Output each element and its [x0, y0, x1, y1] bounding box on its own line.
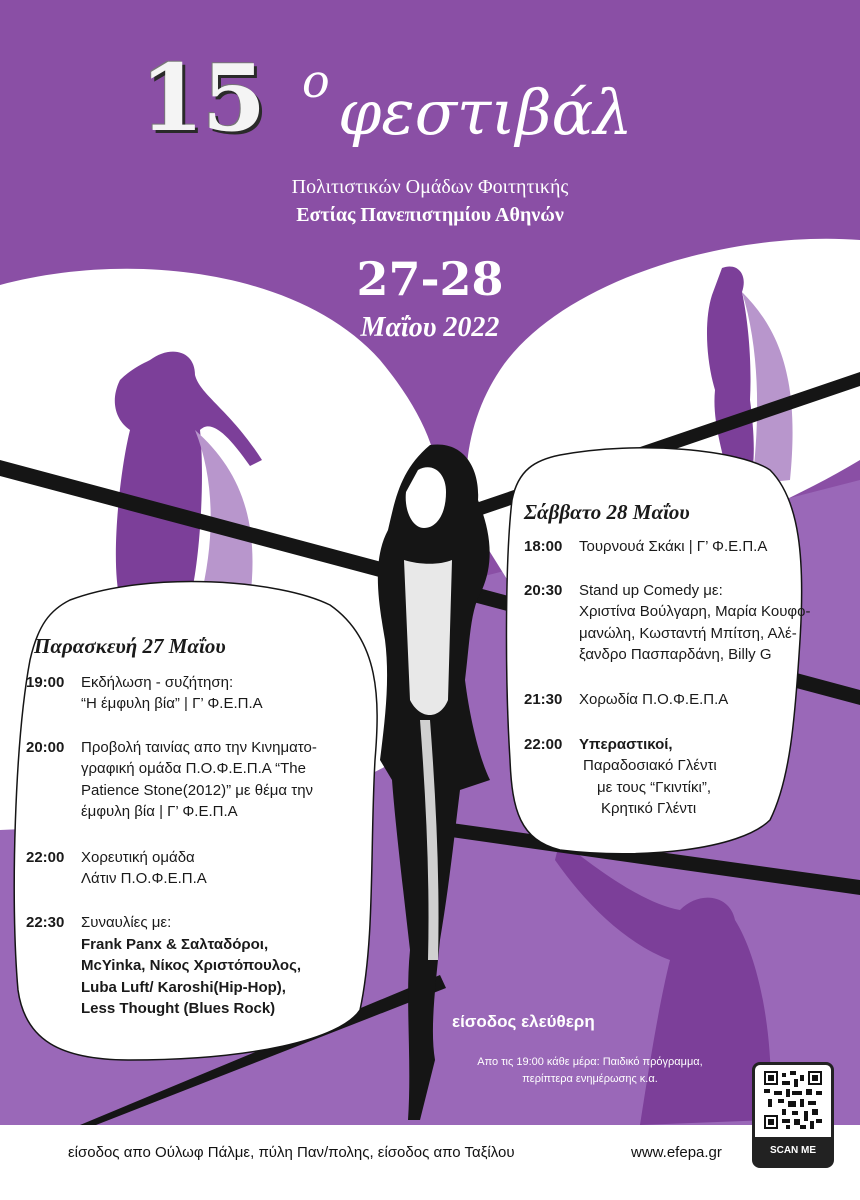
event-time: 22:00 [26, 849, 65, 866]
saturday-title: Σάββατο 28 Μαΐου [524, 500, 690, 524]
event-line: Patience Stone(2012)” με θέμα την [81, 781, 314, 799]
free-entry: είσοδος ελεύθερη [452, 1012, 595, 1031]
event-headline: Υπεραστικοί, [579, 736, 673, 753]
friday-title: Παρασκευή 27 Μαΐου [34, 634, 226, 658]
subtitle-line-2: Εστίας Πανεπιστημίου Αθηνών [296, 204, 564, 226]
friday-event-2 [26, 737, 356, 825]
entrances-info: είσοδος απο Ούλωφ Πάλμε, πύλη Παν/πολης, είσοδος απο Ταξίλου [68, 1144, 515, 1161]
event-description [579, 536, 767, 557]
lineup-line: Frank Panx & Σαλταδόροι, [81, 936, 269, 953]
event-time: 20:00 [26, 739, 65, 756]
friday-event-3 [26, 847, 356, 891]
event-description [579, 734, 717, 819]
event-time: 20:30 [524, 582, 563, 599]
lineup-line: McYinka, Νίκος Χριστόπουλος, [81, 957, 302, 975]
saturday-event-2 [524, 580, 811, 668]
event-time: 19:00 [26, 674, 65, 691]
festival-month-year: Μαΐου 2022 [360, 312, 500, 343]
qr-code-badge[interactable] [752, 1062, 834, 1168]
event-description [81, 912, 171, 933]
event-line: με τους “Γκιντίκι”, [597, 778, 711, 796]
footer-strip [0, 1125, 860, 1200]
event-line: Stand up Comedy με: [579, 582, 723, 599]
event-line: Προβολή ταινίας απο την Κινηματο- [81, 739, 317, 756]
event-line: ξανδρο Πασπαρδάνη, Billy G [579, 645, 772, 663]
qr-code-icon [764, 1071, 822, 1129]
event-time: 22:00 [524, 736, 563, 753]
qr-scan-label: SCAN ME [755, 1137, 831, 1165]
festival-ordinal: ο [302, 54, 330, 108]
saturday-event-4 [524, 734, 794, 826]
lineup-line: Less Thought (Blues Rock) [81, 999, 276, 1017]
subtitle-line-1: Πολιτιστικών Ομάδων Φοιτητικής [291, 176, 569, 198]
saturday-event-1 [524, 536, 794, 558]
festival-number: 15 [140, 44, 265, 152]
event-line: Χριστίνα Βούλγαρη, Μαρία Κουφο- [579, 603, 811, 621]
kids-program-line: περίπτερα ενημέρωσης κ.α. [522, 1072, 658, 1085]
event-time: 18:00 [524, 538, 563, 555]
saturday-event-3 [524, 689, 794, 711]
event-line: Συναυλίες με: [81, 914, 172, 931]
event-line: μανώλη, Κωσταντή Μπίτση, Αλέ- [579, 624, 797, 642]
friday-event-1 [26, 672, 356, 716]
event-line: Λάτιν Π.Ο.Φ.Ε.Π.Α [81, 870, 207, 888]
event-line: Τουρνουά Σκάκι | Γ’ Φ.Ε.Π.Α [579, 538, 768, 555]
festival-title: φεστιβάλ [338, 76, 633, 149]
website-link[interactable]: www.efepa.gr [631, 1144, 722, 1161]
event-description [579, 689, 728, 710]
event-time: 22:30 [26, 914, 65, 931]
event-description [81, 737, 317, 822]
event-line: Κρητικό Γλέντι [601, 799, 697, 817]
friday-event-4 [26, 912, 362, 1032]
event-line: “Η έμφυλη βία” | Γ’ Φ.Ε.Π.Α [81, 695, 263, 713]
festival-dates: 27-28 [356, 252, 504, 306]
kids-program-line: Απο τις 19:00 κάθε μέρα: Παιδικό πρόγραμμα, [477, 1056, 703, 1068]
event-line: Παραδοσιακό Γλέντι [583, 757, 717, 775]
event-line: έμφυλη βία | Γ’ Φ.Ε.Π.Α [81, 802, 238, 820]
event-line: Χορευτική ομάδα [81, 849, 195, 866]
concert-lineup [81, 934, 301, 1019]
event-time: 21:30 [524, 691, 563, 708]
event-description [81, 672, 263, 715]
event-description [579, 580, 810, 665]
event-line: Εκδήλωση - συζήτηση: [81, 674, 234, 691]
event-line: γραφική ομάδα Π.Ο.Φ.Ε.Π.Α “The [81, 760, 306, 778]
kids-program [430, 1054, 750, 1087]
lineup-line: Luba Luft/ Karoshi(Hip-Hop), [81, 978, 286, 996]
event-description [81, 847, 207, 890]
event-line: Χορωδία Π.Ο.Φ.Ε.Π.Α [579, 691, 729, 708]
